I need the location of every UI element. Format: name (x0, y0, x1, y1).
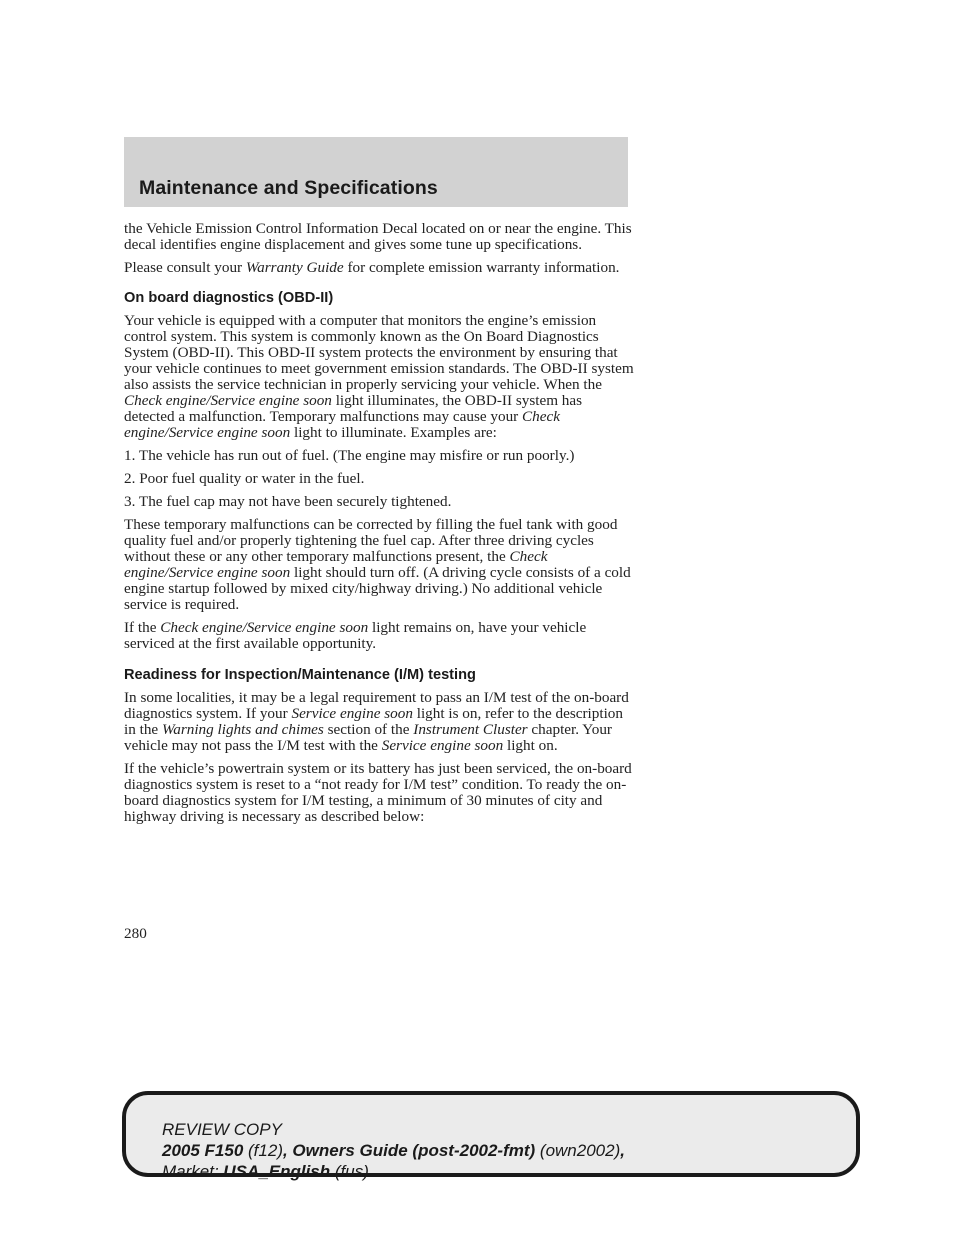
text: light on. (503, 737, 558, 754)
warranty-guide-ref: Warranty Guide (245, 259, 344, 276)
list-item: 1. The vehicle has run out of fuel. (The engine may misfire or run poorly.) (124, 447, 575, 464)
section-title: Maintenance and Specifications (139, 177, 438, 199)
light-name: Check engine/Service engine soon (124, 548, 548, 581)
paragraph-reset: If the vehicle’s powertrain system or its battery has just been serviced, the on-board diagnostics system is reset to a “not ready for I/M test” condition. To ready the on-board diagnostics system for I/M testing, a minimum of 30 minutes of city and highway driving is necessary as described below: (124, 760, 632, 825)
section-ref: Warning lights and chimes (161, 721, 324, 738)
paragraph-im-test (124, 690, 634, 754)
review-copy-label: REVIEW COPY (162, 1120, 282, 1139)
review-copy-text (162, 1119, 625, 1182)
text: These temporary malfunctions can be corrected by filling the fuel tank with good quality fuel and/or properly tightening the fuel cap. After three driving cycles without these or any other temporary malfunctions present, the (124, 516, 618, 565)
page-number: 280 (124, 925, 147, 942)
chapter-ref: Instrument Cluster (413, 721, 528, 738)
text: light should turn off. (A driving cycle consists of a cold engine startup followed by mixed city/highway driving.) No additional vehicle service is required. (124, 564, 631, 613)
light-name: Check engine/Service engine soon (160, 619, 369, 636)
paragraph-warranty (124, 260, 634, 276)
separator: , (620, 1141, 625, 1160)
paragraph-light-remains-on (124, 620, 634, 652)
review-guide-line (162, 1140, 625, 1161)
text: light to illuminate. Examples are: (290, 424, 497, 441)
list-item: 3. The fuel cap may not have been securely tightened. (124, 493, 452, 510)
market: USA_English (223, 1162, 331, 1181)
paragraph-obd (124, 313, 634, 441)
paragraph-temporary-malfunctions (124, 517, 634, 613)
model-code: (f12) (243, 1141, 283, 1160)
text: section of the (323, 721, 414, 738)
model: 2005 F150 (162, 1141, 244, 1160)
text: In some localities, it may be a legal requirement to pass an I/M test of the on-board diagnostics system. If your (124, 689, 629, 722)
text: Your vehicle is equipped with a computer that monitors the engine’s emission control system. This system is commonly known as the On Board Diagnostics System (OBD-II). This OBD-II system protects the environment by ensuring that your vehicle continues to meet government emission standards. The OBD-II system also assists the service technician in properly servicing your vehicle. When the (124, 312, 634, 393)
section-header (124, 137, 628, 207)
light-name: Service engine soon (291, 705, 413, 722)
review-copy-box (122, 1091, 860, 1181)
text: light is on, refer to the description in the (124, 705, 623, 738)
review-market-line (162, 1161, 625, 1182)
guide-name: , Owners Guide (post-2002-fmt) (282, 1141, 536, 1160)
light-name: Check engine/Service engine soon (124, 408, 560, 441)
market-label: Market: (162, 1162, 224, 1181)
text: chapter. Your vehicle may not pass the I/M test with the (124, 721, 612, 754)
heading-obd: On board diagnostics (OBD-II) (124, 290, 334, 306)
light-name: Check engine/Service engine soon (124, 392, 332, 409)
light-name: Service engine soon (381, 737, 504, 754)
text: Please consult your (124, 259, 246, 276)
text: If the (124, 619, 161, 636)
market-code: (fus) (330, 1162, 369, 1181)
page-content (124, 221, 634, 832)
heading-im-testing: Readiness for Inspection/Maintenance (I/M) testing (124, 667, 476, 683)
text: light illuminates, the OBD-II system has detected a malfunction. Temporary malfunctions may cause your (124, 392, 583, 425)
text: light remains on, have your vehicle serviced at the first available opportunity. (124, 619, 587, 652)
guide-code: (own2002) (535, 1141, 621, 1160)
paragraph-decal: the Vehicle Emission Control Information Decal located on or near the engine. This decal identifies engine displacement and gives some tune up specifications. (124, 220, 632, 253)
text: for complete emission warranty information. (343, 259, 620, 276)
list-item: 2. Poor fuel quality or water in the fuel. (124, 470, 365, 487)
